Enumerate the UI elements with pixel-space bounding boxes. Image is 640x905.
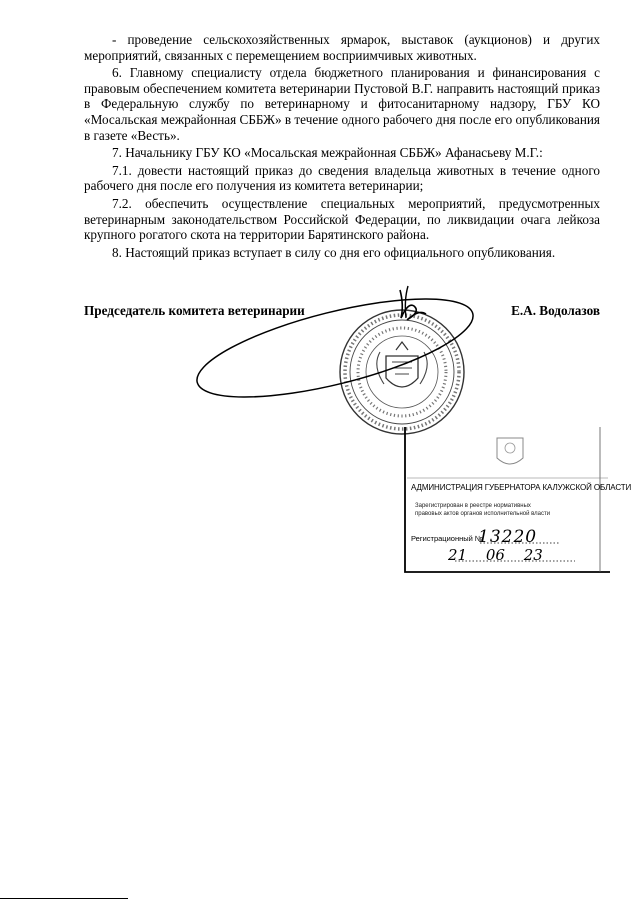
- paragraph-7: 7. Начальнику ГБУ КО «Мосальская межрайонная СББЖ» Афанасьеву М.Г.:: [112, 145, 543, 161]
- signatory-position: Председатель комитета ветеринарии: [84, 303, 305, 318]
- footer-divider: [0, 898, 128, 899]
- paragraph-7-1: 7.1. довести настоящий приказ до сведения владельца животных в течение одного рабочего дня после его получения из комитета ветеринарии;: [84, 162, 600, 194]
- registration-note-line-2: правовых актов органов исполнительной власти: [415, 510, 551, 517]
- registration-organization: АДМИНИСТРАЦИЯ ГУБЕРНАТОРА КАЛУЖСКОЙ ОБЛАСТИ: [411, 483, 632, 492]
- official-seal: [340, 310, 464, 434]
- signatory-name: Е.А. Водолазов: [511, 303, 600, 318]
- handwritten-signature: [189, 279, 482, 418]
- registration-note: [415, 503, 607, 518]
- paragraph-7-2: 7.2. обеспечить осуществление специальных мероприятий, предусмотренных ветеринарным законодательством Российской Федерации, по ликвидации очага лейкоза крупного рогатого скота на территории Барятинского района.: [84, 195, 600, 243]
- paragraph-8: 8. Настоящий приказ вступает в силу со дня его официального опубликования.: [112, 244, 556, 260]
- paragraph-6: 6. Главному специалисту отдела бюджетного планирования и финансирования с правовым обеспечением комитета ветеринарии Пустовой В.Г. направить настоящий приказ в Федеральную службу по ветеринарному и фитосанитарному надзору, ГБУ КО «Мосальская межрайонная СББЖ» в течение одного рабочего дня после его опубликования в газете «Весть».: [84, 65, 600, 143]
- registration-note-line-1: Зарегистрирован в реестре нормативных: [415, 503, 531, 509]
- registration-date: 21 06 23: [448, 546, 543, 564]
- registration-number: 13220: [478, 527, 538, 547]
- paragraph-fairs: - проведение сельскохозяйственных ярмарок, выставок (аукционов) и других мероприятий, связанных с перемещением восприимчивых животных.: [84, 32, 600, 63]
- registration-number-label: Регистрационный №: [411, 534, 483, 543]
- stamp-emblem: [497, 438, 523, 464]
